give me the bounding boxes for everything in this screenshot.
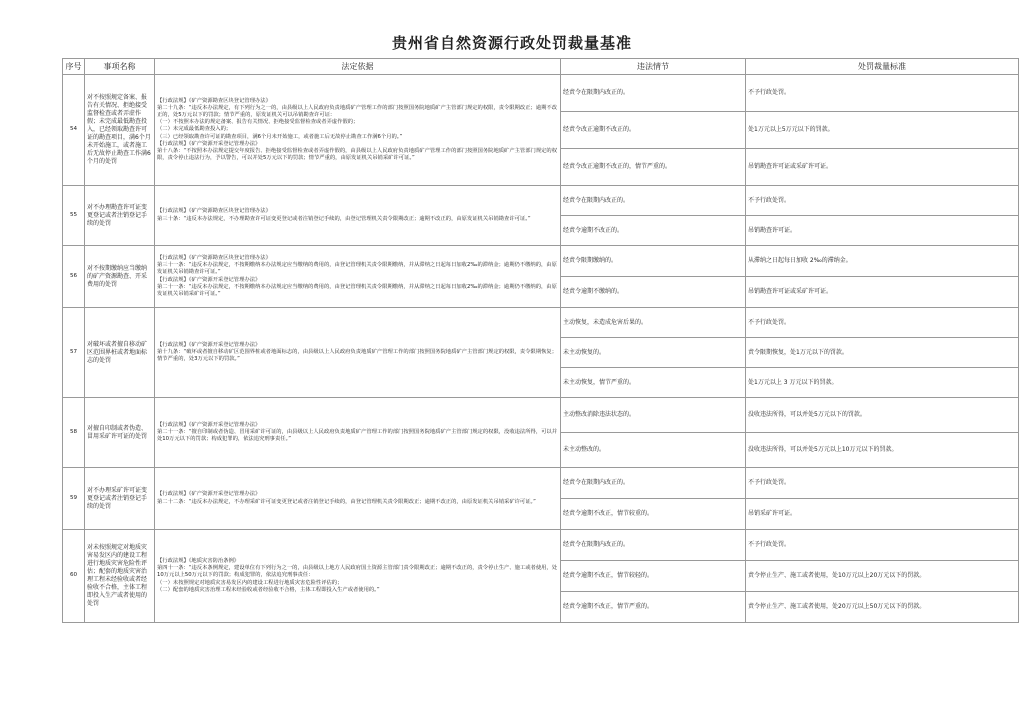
penalty-standard: 不予行政处罚。 <box>746 530 1019 561</box>
row-number: 59 <box>63 468 85 530</box>
penalty-standard: 吊销勘查许可证。 <box>746 216 1019 246</box>
row-number: 57 <box>63 308 85 398</box>
penalty-standard: 不予行政处罚。 <box>746 468 1019 499</box>
table-row <box>63 75 1019 112</box>
penalty-standard: 没收违法所得，可以并处5万元以下的罚款。 <box>746 398 1019 433</box>
circumstance: 经责令逾期不改正的。 <box>561 216 746 246</box>
penalty-standard: 处1万元以上5万元以下的罚款。 <box>746 112 1019 149</box>
item-name: 对擅自印制或者伪造、冒用采矿许可证的处罚 <box>85 398 155 468</box>
page-title: 贵州省自然资源行政处罚裁量基准 <box>391 34 632 52</box>
row-number: 56 <box>63 246 85 308</box>
item-name: 对不按期缴纳应当缴纳的矿产资源勘查、开采费用的处罚 <box>85 246 155 308</box>
penalty-standard: 不予行政处罚。 <box>746 186 1019 216</box>
legal-basis: 【行政法规】《地质灾害防治条例》 第四十一条：“违反本条例规定，建设单位有下列行为之一的，由县级以上地方人民政府国土资源主管部门责令限期改正；逾期不改正的，责令停止生产、施工或者使用，处10万元以上50万元以下的罚款；构成犯罪的，依法追究刑事责任： （一）未按照规定对地质灾害易发区内的建设工程进行地质灾害危险性评估的； （二）配套的地质灾害治理工程未经验收或者经验收不合格，主体工程即投入生产或者使用的。” <box>155 530 561 623</box>
penalty-standard: 责令限期恢复，处1万元以下的罚款。 <box>746 338 1019 368</box>
penalty-standard: 吊销勘查许可证或采矿许可证。 <box>746 277 1019 308</box>
header-legal-basis: 法定依据 <box>155 59 561 75</box>
penalty-standard: 从滞纳之日起每日加收 2‰的滞纳金。 <box>746 246 1019 277</box>
circumstance: 经责令改正逾期不改正的。 <box>561 112 746 149</box>
penalty-standard: 不予行政处罚。 <box>746 75 1019 112</box>
penalty-standard: 没收违法所得，可以并处5万元以上10万元以下的罚款。 <box>746 433 1019 468</box>
header-item-name: 事项名称 <box>85 59 155 75</box>
table-row <box>63 468 1019 499</box>
header-circumstances: 违法情节 <box>561 59 746 75</box>
table-header-row <box>63 59 1019 75</box>
table-body <box>63 75 1019 623</box>
circumstance: 未主动整改的。 <box>561 433 746 468</box>
table-row <box>63 398 1019 433</box>
header-no: 序号 <box>63 59 85 75</box>
circumstance: 主动恢复，未造成危害后果的。 <box>561 308 746 338</box>
item-name: 对破坏或者擅自移动矿区范围界桩或者地面标志的处罚 <box>85 308 155 398</box>
circumstance: 经责令限期缴纳的。 <box>561 246 746 277</box>
item-name: 对未按照规定对地质灾害易发区内的建设工程进行地质灾害危险性评估；配套的地质灾害治理工程未经验收或者经验收不合格，主体工程即投入生产或者使用的处罚 <box>85 530 155 623</box>
row-number: 54 <box>63 75 85 186</box>
circumstance: 经责令逾期不缴纳的。 <box>561 277 746 308</box>
legal-basis: 【行政法规】《矿产资源勘查区块登记管理办法》 第三十条：“违反本办法规定，不办理勘查许可证变更登记或者注销登记手续的，由登记管理机关责令限期改正；逾期不改正的，由原发证机关吊销勘查许可证。” <box>155 186 561 246</box>
table-row <box>63 308 1019 338</box>
penalty-standard: 吊销采矿许可证。 <box>746 499 1019 530</box>
item-name: 对不办理勘查许可证变更登记或者注销登记手续的处罚 <box>85 186 155 246</box>
item-name: 对不按照规定备案、报告有关情况、拒绝接受监督检查或者弄虚作假；未完成最低勘查投入，已经领取勘查许可证的勘查项目，满6个月未开始施工，或者施工后无故停止勘查工作满6个月的处罚 <box>85 75 155 186</box>
circumstance: 未主动恢复，情节严重的。 <box>561 368 746 398</box>
legal-basis: 【行政法规】《矿产资源开采登记管理办法》 第二十一条：“擅自印制或者伪造、冒用采矿许可证的，由县级以上人民政府负责地质矿产管理工作的部门按照国务院地质矿产主管部门规定的权限，没收违法所得，可以并处10万元以下的罚款；构成犯罪的，依法追究刑事责任。” <box>155 398 561 468</box>
circumstance: 经责令逾期不改正，情节较轻的。 <box>561 561 746 592</box>
penalty-standard: 吊销勘查许可证或采矿许可证。 <box>746 149 1019 186</box>
circumstance: 经责令在限期内改正的。 <box>561 530 746 561</box>
header-standard: 处罚裁量标准 <box>746 59 1019 75</box>
circumstance: 经责令在限期内改正的。 <box>561 75 746 112</box>
legal-basis: 【行政法规】《矿产资源勘查区块登记管理办法》 第二十九条：“违反本办法规定，有下列行为之一的，由县级以上人民政府负责地质矿产管理工作的部门按照国务院地质矿产主管部门规定的权限，责令限期改正；逾期不改正的，处5万元以下的罚款；情节严重的，原发证机关可以吊销勘查许可证： （一）不按照本办法的规定备案、报告有关情况、拒绝接受监督检查或者弄虚作假的； （二）未完成最低勘查投入的； （三）已经领取勘查许可证的勘查项目，满6个月未开始施工，或者施工后无故停止勘查工作满6个月的。” 【行政法规】《矿产资源开采登记管理办法》 第十八条：“不按照本办法规定提交年度报告、拒绝接受监督检查或者弄虚作假的，由县级以上人民政府负责地质矿产管理工作的部门按照国务院地质矿产主管部门规定的权限，责令停止违法行为，予以警告，可以并处5万元以下的罚款；情节严重的，由原发证机关吊销采矿许可证。” <box>155 75 561 186</box>
penalty-standard: 处1万元以上 3 万元以下的罚款。 <box>746 368 1019 398</box>
circumstance: 未主动恢复的。 <box>561 338 746 368</box>
circumstance: 主动整改消除违法状态的。 <box>561 398 746 433</box>
table-row <box>63 246 1019 277</box>
penalty-standard: 不予行政处罚。 <box>746 308 1019 338</box>
circumstance: 经责令逾期不改正，情节较重的。 <box>561 499 746 530</box>
row-number: 55 <box>63 186 85 246</box>
item-name: 对不办理采矿许可证变更登记或者注销登记手续的处罚 <box>85 468 155 530</box>
table-row <box>63 186 1019 216</box>
legal-basis: 【行政法规】《矿产资源开采登记管理办法》 第二十二条：“违反本办法规定，不办理采矿许可证变更登记或者注销登记手续的，由登记管理机关责令限期改正；逾期不改正的，由原发证机关吊销采矿许可证。” <box>155 468 561 530</box>
circumstance: 经责令改正逾期不改正的，情节严重的。 <box>561 149 746 186</box>
penalty-standard: 责令停止生产、施工或者使用，处20万元以上50万元以下的罚款。 <box>746 592 1019 623</box>
circumstance: 经责令在限期内改正的。 <box>561 468 746 499</box>
circumstance: 经责令逾期不改正，情节严重的。 <box>561 592 746 623</box>
legal-basis: 【行政法规】《矿产资源开采登记管理办法》 第十九条：“破坏或者擅自移动矿区范围界桩或者地面标志的，由县级以上人民政府负责地质矿产管理工作的部门按照国务院地质矿产主管部门规定的权限，责令限期恢复；情节严重的，处3万元以下的罚款。” <box>155 308 561 398</box>
row-number: 58 <box>63 398 85 468</box>
row-number: 60 <box>63 530 85 623</box>
penalty-standards-table <box>62 58 1019 623</box>
table-row <box>63 530 1019 561</box>
penalty-standard: 责令停止生产、施工或者使用，处10万元以上20万元以下的罚款。 <box>746 561 1019 592</box>
legal-basis: 【行政法规】《矿产资源勘查区块登记管理办法》 第三十一条：“违反本办法规定，不按期缴纳本办法规定应当缴纳的费用的，由登记管理机关责令限期缴纳，并从滞纳之日起每日加收2‰的滞纳金；逾期仍不缴纳的，由原发证机关吊销勘查许可证。” 【行政法规】《矿产资源开采登记管理办法》 第二十一条：“违反本办法规定，不按期缴纳本办法规定应当缴纳的费用的，由登记管理机关责令限期缴纳，并从滞纳之日起每日加收2‰的滞纳金；逾期仍不缴纳的，由原发证机关吊销采矿许可证。” <box>155 246 561 308</box>
circumstance: 经责令在限期内改正的。 <box>561 186 746 216</box>
